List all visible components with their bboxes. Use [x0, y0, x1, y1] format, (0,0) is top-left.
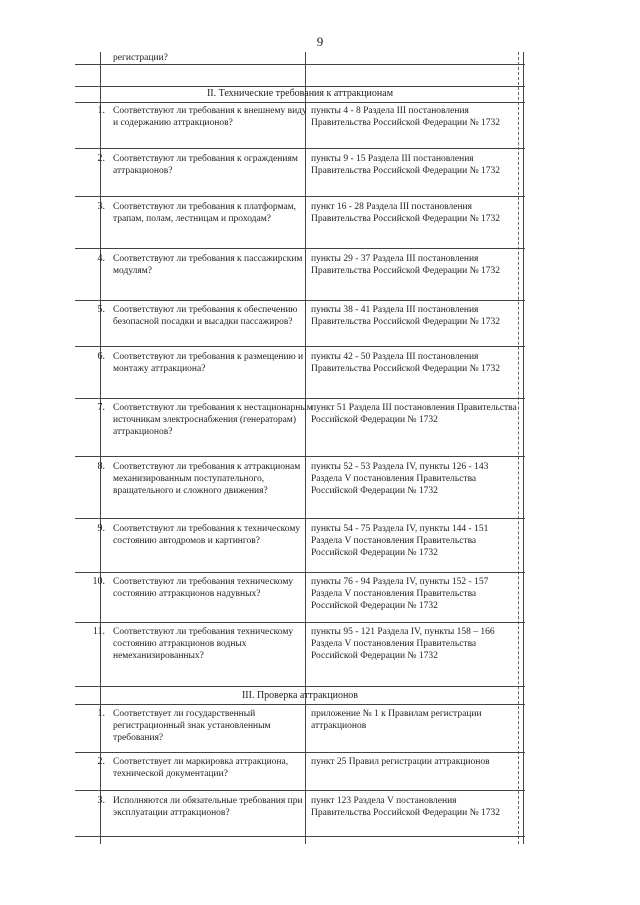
row-number: 4.: [97, 253, 105, 264]
requirement-reference: пункты 38 - 41 Раздела III постановления Правительства Российской Федерации № 1732: [311, 305, 501, 327]
row-number: 6.: [97, 351, 105, 362]
requirement-reference: пункты 42 - 50 Раздела III постановления Правительства Российской Федерации № 1732: [311, 352, 501, 374]
row-number: 8.: [97, 461, 105, 472]
question-text: Соответствует ли маркировка аттракциона, технической документации?: [113, 757, 289, 779]
row-number: 3.: [97, 795, 105, 806]
question-text: Соответствуют ли требования к платформам, трапам, полам, лестницам и проходам?: [113, 202, 297, 224]
table-row-border: [75, 572, 525, 573]
row-number: 9.: [97, 523, 105, 534]
row-number: 5.: [97, 304, 105, 315]
question-text: регистрации?: [113, 53, 168, 63]
requirement-reference: пункт 123 Раздела V постановления Правительства Российской Федерации № 1732: [311, 796, 501, 818]
table-row-border: [75, 196, 525, 197]
table-row-border: [75, 398, 525, 399]
table-row-border: [75, 686, 525, 687]
section-title: II. Технические требования к аттракционам: [206, 88, 394, 99]
table-row-border: [75, 456, 525, 457]
table-row-border: [75, 64, 525, 65]
table-row-border: [75, 248, 525, 249]
table-row-border: [75, 790, 525, 791]
row-number: 1.: [97, 708, 105, 719]
section-title: III. Проверка аттракционов: [241, 690, 359, 701]
table-row-border: [75, 836, 525, 837]
table-row-border: [75, 346, 525, 347]
question-text: Соответствуют ли требования к техническому состоянию автодромов и картингов?: [113, 524, 301, 546]
table-column-divider: [523, 52, 524, 844]
page-number: 9: [316, 34, 324, 49]
table-row-border: [75, 622, 525, 623]
table-row-border: [75, 148, 525, 149]
question-text: Соответствуют ли требования к внешнему виду и содержанию аттракционов?: [113, 106, 307, 128]
requirement-reference: пункты 4 - 8 Раздела III постановления Правительства Российской Федерации № 1732: [311, 106, 501, 128]
requirement-reference: пункты 9 - 15 Раздела III постановления Правительства Российской Федерации № 1732: [311, 154, 501, 176]
row-number: 11.: [92, 626, 105, 637]
requirement-reference: пункты 52 - 53 Раздела IV, пункты 126 - 143 Раздела V постановления Правительства Российской Федерации № 1732: [311, 462, 489, 496]
table-row-border: [75, 102, 525, 103]
question-text: Соответствуют ли требования техническому состоянию аттракционов водных немеханизированных?: [113, 627, 294, 661]
checklist-table: [75, 52, 525, 844]
requirement-reference: пункты 76 - 94 Раздела IV, пункты 152 - 157 Раздела V постановления Правительства Российской Федерации № 1732: [311, 577, 489, 611]
requirement-reference: пункты 95 - 121 Раздела IV, пункты 158 – 166 Раздела V постановления Правительства Российской Федерации № 1732: [311, 627, 495, 661]
question-text: Соответствуют ли требования к обеспечению безопасной посадки и высадки пассажиров?: [113, 305, 298, 327]
row-number: 2.: [97, 153, 105, 164]
row-number: 1.: [97, 105, 105, 116]
question-text: Соответствует ли государственный регистрационный знак установленным требования?: [113, 709, 271, 743]
requirement-reference: пункт 25 Правил регистрации аттракционов: [311, 757, 490, 767]
requirement-reference: пункты 29 - 37 Раздела III постановления Правительства Российской Федерации № 1732: [311, 254, 501, 276]
question-text: Соответствуют ли требования к аттракционам механизированным поступательного, вращательного и сложного движения?: [113, 462, 301, 496]
question-text: Исполняются ли обязательные требования при эксплуатации аттракционов?: [113, 796, 303, 818]
table-column-divider: [518, 52, 519, 844]
requirement-reference: пункты 54 - 75 Раздела IV, пункты 144 - 151 Раздела V постановления Правительства Российской Федерации № 1732: [311, 524, 489, 558]
question-text: Соответствуют ли требования к пассажирским модулям?: [113, 254, 303, 276]
table-row-border: [75, 86, 525, 87]
row-number: 2.: [97, 756, 105, 767]
question-text: Соответствуют ли требования к размещению и монтажу аттракциона?: [113, 352, 304, 374]
requirement-reference: пункт 51 Раздела III постановления Правительства Российской Федерации № 1732: [311, 403, 517, 425]
table-row-border: [75, 518, 525, 519]
requirement-reference: пункт 16 - 28 Раздела III постановления Правительства Российской Федерации № 1732: [311, 202, 501, 224]
table-row-border: [75, 752, 525, 753]
row-number: 7.: [97, 402, 105, 413]
row-number: 3.: [97, 201, 105, 212]
row-number: 10.: [92, 576, 105, 587]
question-text: Соответствуют ли требования к нестационарным источникам электроснабжения (генераторам) аттракционов?: [113, 403, 313, 437]
table-row-border: [75, 704, 525, 705]
table-column-divider: [100, 52, 101, 844]
question-text: Соответствуют ли требования техническому состоянию аттракционов надувных?: [113, 577, 294, 599]
question-text: Соответствуют ли требования к ограждениям аттракционов?: [113, 154, 298, 176]
table-row-border: [75, 300, 525, 301]
requirement-reference: приложение № 1 к Правилам регистрации аттракционов: [311, 709, 482, 731]
